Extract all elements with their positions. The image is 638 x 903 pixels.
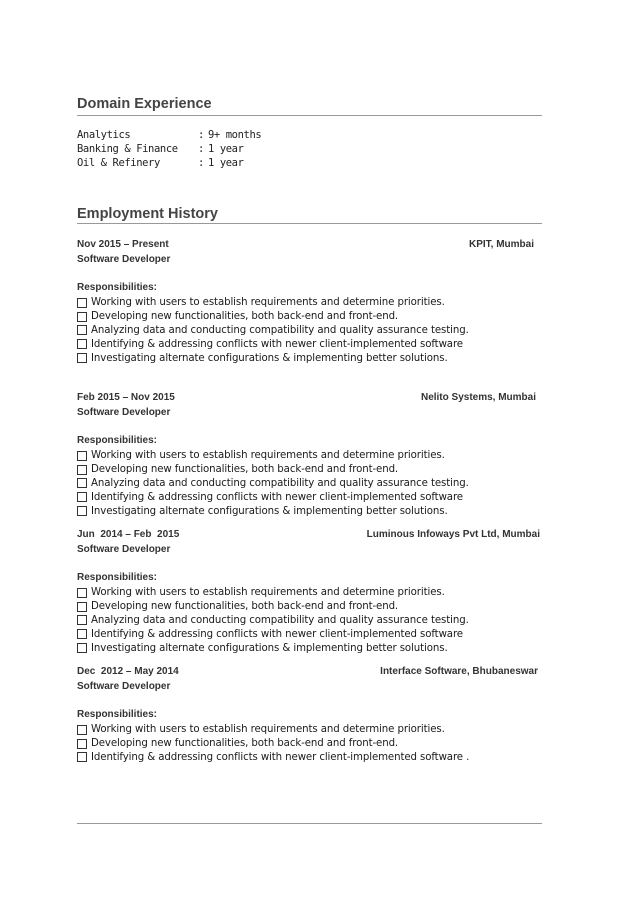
- checkbox-bullet-icon: [77, 353, 87, 363]
- domain-row: [77, 143, 477, 157]
- checkbox-bullet-icon: [77, 298, 87, 308]
- list-item: Investigating alternate configurations & implementing better solutions.: [77, 504, 540, 518]
- job-entry: [77, 529, 540, 655]
- responsibilities-list: [77, 586, 540, 655]
- list-item: Investigating alternate configurations & implementing better solutions.: [77, 351, 540, 365]
- checkbox-bullet-icon: [77, 325, 87, 335]
- domain-name: Banking & Finance: [77, 143, 178, 155]
- list-item: Working with users to establish requirements and determine priorities.: [77, 723, 540, 737]
- job-role: Software Developer: [77, 681, 171, 692]
- list-item: Working with users to establish requirements and determine priorities.: [77, 449, 540, 463]
- checkbox-bullet-icon: [77, 506, 87, 516]
- domain-name: Oil & Refinery: [77, 157, 160, 169]
- job-dates: Dec 2012 – May 2014: [77, 666, 179, 677]
- job-header: [77, 666, 540, 681]
- list-item: Analyzing data and conducting compatibility and quality assurance testing.: [77, 477, 540, 491]
- job-entry: [77, 392, 540, 518]
- responsibilities-list: [77, 296, 540, 365]
- job-company: Luminous Infoways Pvt Ltd, Mumbai: [366, 529, 540, 540]
- responsibilities-list: [77, 449, 540, 518]
- checkbox-bullet-icon: [77, 602, 87, 612]
- employment-heading-rule: [77, 223, 542, 224]
- checkbox-bullet-icon: [77, 465, 87, 475]
- domain-heading-rule: [77, 115, 542, 116]
- domain-separator: :: [198, 157, 204, 169]
- checkbox-bullet-icon: [77, 478, 87, 488]
- list-item: Identifying & addressing conflicts with newer client-implemented software .: [77, 751, 540, 765]
- domain-duration: 1 year: [208, 157, 244, 169]
- list-item: Identifying & addressing conflicts with newer client-implemented software: [77, 337, 540, 351]
- responsibilities-label: Responsibilities:: [77, 282, 158, 293]
- job-role: Software Developer: [77, 254, 171, 265]
- job-header: [77, 529, 540, 544]
- domain-experience-heading: Domain Experience: [77, 96, 212, 112]
- list-item: Investigating alternate configurations & implementing better solutions.: [77, 641, 540, 655]
- job-company: KPIT, Mumbai: [468, 239, 534, 250]
- checkbox-bullet-icon: [77, 451, 87, 461]
- list-item: Identifying & addressing conflicts with newer client-implemented software: [77, 490, 540, 504]
- responsibilities-list: [77, 723, 540, 764]
- responsibilities-label: Responsibilities:: [77, 435, 158, 446]
- checkbox-bullet-icon: [77, 339, 87, 349]
- job-entry: [77, 666, 540, 764]
- checkbox-bullet-icon: [77, 615, 87, 625]
- job-entry: [77, 239, 540, 365]
- checkbox-bullet-icon: [77, 629, 87, 639]
- job-company: Nelito Systems, Mumbai: [420, 392, 536, 403]
- checkbox-bullet-icon: [77, 312, 87, 322]
- list-item: Developing new functionalities, both back-end and front-end.: [77, 737, 540, 751]
- list-item: Analyzing data and conducting compatibility and quality assurance testing.: [77, 614, 540, 628]
- job-header: [77, 392, 540, 407]
- employment-history-heading: Employment History: [77, 206, 218, 222]
- job-dates: Jun 2014 – Feb 2015: [77, 529, 180, 540]
- checkbox-bullet-icon: [77, 643, 87, 653]
- job-company: Interface Software, Bhubaneswar: [380, 666, 538, 677]
- domain-row: [77, 157, 477, 171]
- checkbox-bullet-icon: [77, 725, 87, 735]
- list-item: Identifying & addressing conflicts with newer client-implemented software: [77, 627, 540, 641]
- domain-row: [77, 129, 477, 143]
- responsibilities-label: Responsibilities:: [77, 572, 158, 583]
- list-item: Developing new functionalities, both back-end and front-end.: [77, 463, 540, 477]
- job-dates: Nov 2015 – Present: [77, 239, 169, 250]
- job-dates: Feb 2015 – Nov 2015: [77, 392, 175, 403]
- job-header: [77, 239, 540, 254]
- checkbox-bullet-icon: [77, 752, 87, 762]
- list-item: Developing new functionalities, both back-end and front-end.: [77, 600, 540, 614]
- job-role: Software Developer: [77, 544, 171, 555]
- list-item: Analyzing data and conducting compatibility and quality assurance testing.: [77, 324, 540, 338]
- domain-separator: :: [198, 143, 204, 155]
- list-item: Developing new functionalities, both back-end and front-end.: [77, 310, 540, 324]
- checkbox-bullet-icon: [77, 492, 87, 502]
- job-role: Software Developer: [77, 407, 171, 418]
- footer-rule: [77, 823, 542, 824]
- domain-duration: 9+ months: [208, 129, 262, 141]
- domain-duration: 1 year: [208, 143, 244, 155]
- checkbox-bullet-icon: [77, 588, 87, 598]
- responsibilities-label: Responsibilities:: [77, 709, 158, 720]
- domain-separator: :: [198, 129, 204, 141]
- domain-name: Analytics: [77, 129, 131, 141]
- list-item: Working with users to establish requirements and determine priorities.: [77, 586, 540, 600]
- checkbox-bullet-icon: [77, 739, 87, 749]
- list-item: Working with users to establish requirements and determine priorities.: [77, 296, 540, 310]
